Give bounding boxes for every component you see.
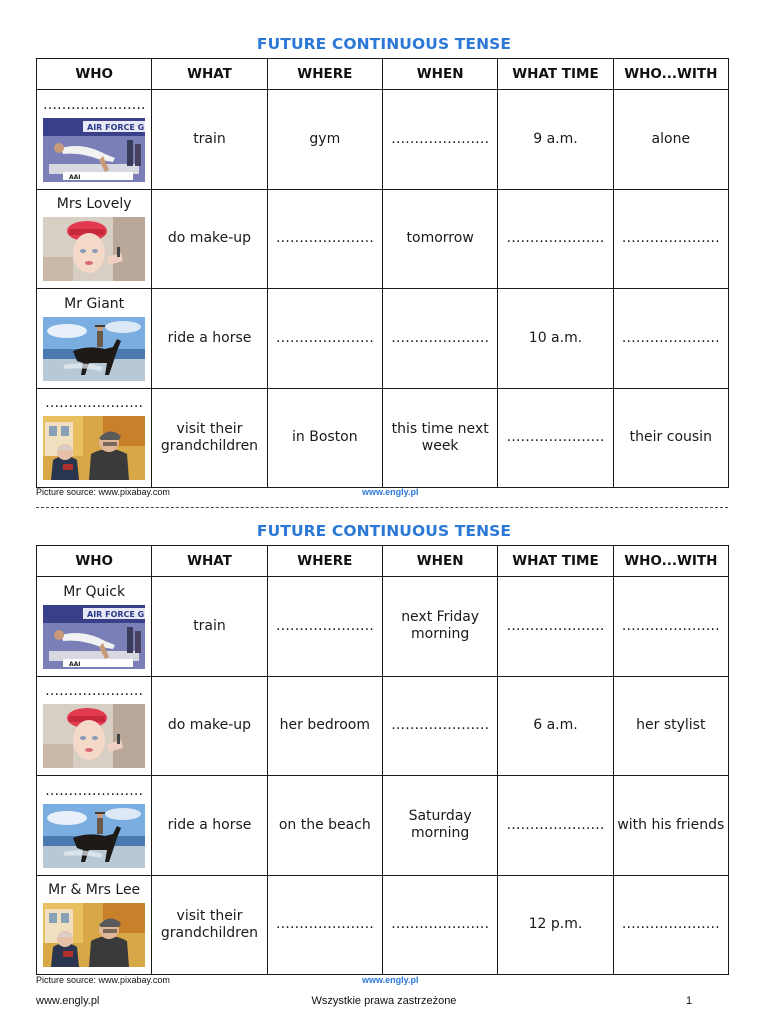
who-cell — [37, 289, 152, 389]
footer-copyright: Wszystkie prawa zastrzeżone — [311, 995, 457, 1007]
site-link[interactable]: www.engly.pl — [362, 975, 419, 985]
header-what-time: WHAT TIME — [498, 546, 613, 577]
what-cell: train — [152, 90, 267, 190]
header-who: WHO — [37, 59, 152, 90]
svg-text:AIR FORCE G: AIR FORCE G — [87, 122, 145, 132]
what-time-cell: 9 a.m. — [498, 90, 613, 190]
who-with-cell: ………………… — [613, 875, 728, 975]
header-where: WHERE — [267, 546, 382, 577]
header-who: WHO — [37, 546, 152, 577]
when-cell: Saturday morning — [382, 776, 497, 876]
what-cell: do make-up — [152, 189, 267, 289]
what-time-cell: 6 a.m. — [498, 676, 613, 776]
what-time-cell: 12 p.m. — [498, 875, 613, 975]
what-time-cell: ………………… — [498, 577, 613, 677]
header-who-with: WHO...WITH — [613, 546, 728, 577]
who-with-cell: her stylist — [613, 676, 728, 776]
cut-line — [36, 507, 728, 508]
where-cell: on the beach — [267, 776, 382, 876]
header-what-time: WHAT TIME — [498, 59, 613, 90]
what-cell: train — [152, 577, 267, 677]
who-with-cell: ………………… — [613, 577, 728, 677]
who-with-cell: ………………… — [613, 289, 728, 389]
when-cell: ………………… — [382, 289, 497, 389]
who-with-cell: alone — [613, 90, 728, 190]
site-link[interactable]: www.engly.pl — [362, 487, 419, 497]
horse-rider-photo — [43, 317, 145, 381]
what-time-cell: ………………… — [498, 189, 613, 289]
table-row — [37, 577, 729, 677]
table-row — [37, 676, 729, 776]
woman-makeup-photo — [43, 704, 145, 768]
who-cell — [37, 90, 152, 190]
what-cell: visit their grandchildren — [152, 875, 267, 975]
when-cell: tomorrow — [382, 189, 497, 289]
table-row — [37, 189, 729, 289]
what-cell: ride a horse — [152, 776, 267, 876]
worksheet-table — [36, 545, 729, 975]
who-name: Mr & Mrs Lee — [48, 882, 141, 899]
table-row — [37, 289, 729, 389]
where-cell: ………………… — [267, 189, 382, 289]
what-cell: do make-up — [152, 676, 267, 776]
who-name: …………………. — [42, 96, 146, 113]
where-cell: her bedroom — [267, 676, 382, 776]
who-name: ………………… — [45, 782, 144, 799]
who-with-cell: their cousin — [613, 388, 728, 488]
what-time-cell: ………………… — [498, 776, 613, 876]
table-row — [37, 776, 729, 876]
header-row — [37, 59, 729, 90]
when-cell: next Friday morning — [382, 577, 497, 677]
header-what: WHAT — [152, 59, 267, 90]
who-name: Mr Quick — [63, 583, 126, 600]
svg-text:AAI: AAI — [69, 660, 81, 668]
who-name: Mr Giant — [64, 295, 125, 312]
worksheet-title: FUTURE CONTINUOUS TENSE — [256, 522, 512, 540]
where-cell: gym — [267, 90, 382, 190]
header-what: WHAT — [152, 546, 267, 577]
horse-rider-photo — [43, 804, 145, 868]
who-cell — [37, 676, 152, 776]
header-row — [37, 546, 729, 577]
what-cell: visit their grandchildren — [152, 388, 267, 488]
who-cell — [37, 189, 152, 289]
where-cell: ………………… — [267, 577, 382, 677]
header-when: WHEN — [382, 59, 497, 90]
who-with-cell: ………………… — [613, 189, 728, 289]
who-name: ………………… — [45, 395, 144, 412]
where-cell: ………………… — [267, 289, 382, 389]
footer-website[interactable]: www.engly.pl — [36, 995, 100, 1007]
picture-source: Picture source: www.pixabay.com — [36, 975, 170, 985]
who-cell — [37, 776, 152, 876]
table-row — [37, 90, 729, 190]
gymnast-photo — [43, 605, 145, 669]
who-cell — [37, 388, 152, 488]
where-cell: ………………… — [267, 875, 382, 975]
who-with-cell: with his friends — [613, 776, 728, 876]
header-when: WHEN — [382, 546, 497, 577]
where-cell: in Boston — [267, 388, 382, 488]
grandparents-photo — [43, 903, 145, 967]
grandparents-photo — [43, 416, 145, 480]
table-row — [37, 875, 729, 975]
gymnast-photo — [43, 118, 145, 182]
svg-text:AAI: AAI — [69, 173, 81, 181]
svg-text:AIR FORCE G: AIR FORCE G — [87, 609, 145, 619]
worksheet-table — [36, 58, 729, 488]
woman-makeup-photo — [43, 217, 145, 281]
what-time-cell: 10 a.m. — [498, 289, 613, 389]
header-who-with: WHO...WITH — [613, 59, 728, 90]
when-cell: ………………… — [382, 875, 497, 975]
who-cell — [37, 577, 152, 677]
table-row — [37, 388, 729, 488]
when-cell: ………………… — [382, 90, 497, 190]
who-cell — [37, 875, 152, 975]
page-number: 1 — [686, 995, 693, 1007]
what-cell: ride a horse — [152, 289, 267, 389]
header-where: WHERE — [267, 59, 382, 90]
when-cell: ………………… — [382, 676, 497, 776]
worksheet-title: FUTURE CONTINUOUS TENSE — [256, 35, 512, 53]
who-name: ………………… — [45, 683, 144, 700]
what-time-cell: ………………… — [498, 388, 613, 488]
when-cell: this time next week — [382, 388, 497, 488]
who-name: Mrs Lovely — [56, 196, 132, 213]
picture-source: Picture source: www.pixabay.com — [36, 487, 170, 497]
